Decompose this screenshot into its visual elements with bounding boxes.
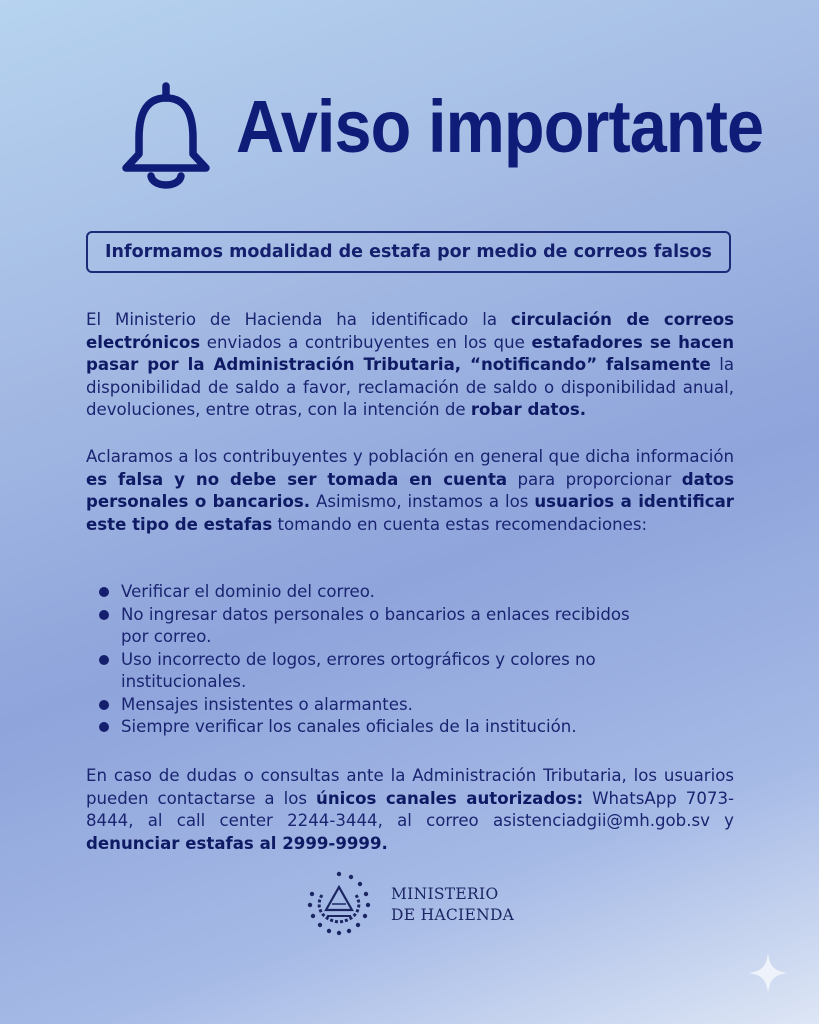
- text: WhatsApp 7073-8444, al call center 2244-3444, al correo asistenciadgii@mh.gob.sv y: [86, 788, 734, 830]
- list-item-text: Uso incorrecto de logos, errores ortográficos y colores no: [121, 649, 596, 669]
- list-item-text: por correo.: [121, 627, 212, 646]
- text: para proporcionar: [507, 469, 682, 489]
- list-item: [96, 716, 716, 739]
- page-title: Aviso importante: [236, 85, 764, 168]
- bold-text: es falsa y no debe ser tomada en cuenta: [86, 469, 508, 489]
- bold-text: robar datos.: [470, 400, 587, 419]
- recommendations-list: [96, 581, 716, 739]
- list-item-text: institucionales.: [121, 672, 247, 691]
- subtitle: Informamos modalidad de estafa por medio de correos falsos: [105, 242, 712, 262]
- paragraph-identification: [86, 309, 734, 422]
- logo-line: MINISTERIO: [391, 885, 499, 903]
- text: Asimismo, instamos a los: [310, 492, 535, 511]
- paragraph-contact: [86, 765, 734, 855]
- bold-text: circulación de correos electrónicos: [86, 310, 734, 352]
- bell-icon: [120, 82, 212, 194]
- list-item-text: Siempre verificar los canales oficiales de la institución.: [121, 717, 577, 736]
- subtitle-box: [86, 231, 731, 273]
- bold-text: únicos canales autorizados:: [316, 788, 584, 808]
- list-item-text: Verificar el dominio del correo.: [121, 582, 375, 601]
- list-item-text: No ingresar datos personales o bancarios a enlaces recibidos: [121, 604, 630, 624]
- bullet-icon: [99, 655, 109, 665]
- bold-text: denunciar estafas al 2999-9999.: [86, 833, 388, 853]
- header: [120, 82, 764, 197]
- bold-text: usuarios a identificar este tipo de estafas: [86, 492, 734, 534]
- sparkle-icon: [746, 951, 790, 995]
- list-item: [96, 649, 716, 694]
- logo-text: [391, 884, 514, 926]
- bullet-icon: [99, 700, 109, 710]
- bullet-icon: [99, 722, 109, 732]
- bullet-icon: [99, 587, 109, 597]
- list-item: [96, 581, 716, 604]
- text: El Ministerio de Hacienda ha identificado la: [86, 310, 511, 329]
- bold-text: estafadores se hacen pasar por la Administración Tributaria, “notificando” falsamente: [86, 332, 735, 374]
- text: Aclaramos a los contribuyentes y población en general que dicha información: [86, 447, 734, 466]
- coat-of-arms-icon: [305, 870, 373, 938]
- list-item: [96, 604, 716, 649]
- paragraph-clarification: [86, 446, 734, 536]
- text: la disponibilidad de saldo a favor, reclamación de saldo o disponibilidad anual, devoluciones, entre otras, con la intención de: [86, 355, 734, 419]
- bold-text: datos personales o bancarios.: [86, 469, 734, 511]
- list-item-text: Mensajes insistentes o alarmantes.: [121, 694, 413, 714]
- text: tomando en cuenta estas recomendaciones:: [272, 514, 648, 534]
- list-item: [96, 694, 716, 717]
- text: enviados a contribuyentes en los que: [200, 332, 532, 352]
- logo-line: DE HACIENDA: [391, 906, 515, 924]
- bullet-icon: [99, 610, 109, 620]
- text: En caso de dudas o consultas ante la Administración Tributaria, los usuarios pueden contactarse a los: [86, 766, 734, 808]
- ministerio-logo: [305, 870, 535, 940]
